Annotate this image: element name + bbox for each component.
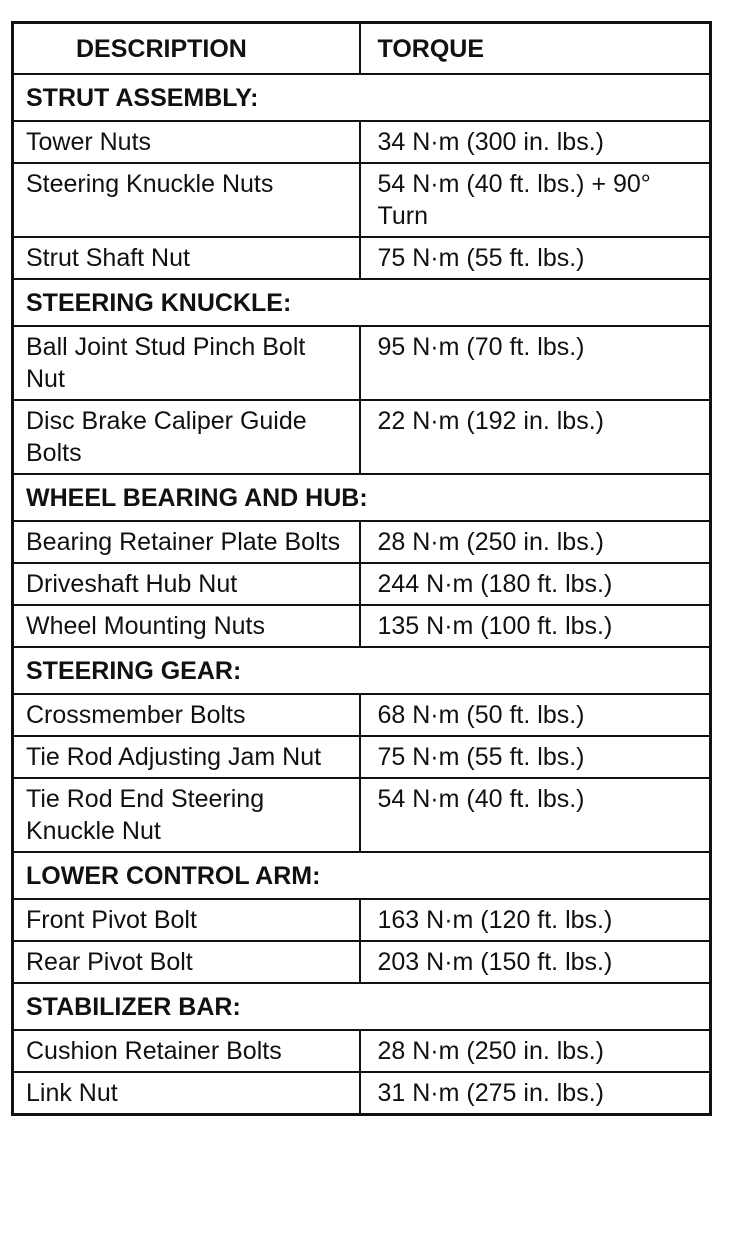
- header-row: [13, 23, 711, 75]
- description-cell: Front Pivot Bolt: [13, 899, 360, 941]
- torque-cell: 95 N·m (70 ft. lbs.): [360, 326, 711, 400]
- table-row: [13, 778, 711, 852]
- section-title: STEERING KNUCKLE:: [13, 279, 711, 326]
- table-row: [13, 163, 711, 237]
- description-cell: Wheel Mounting Nuts: [13, 605, 360, 647]
- torque-cell: 244 N·m (180 ft. lbs.): [360, 563, 711, 605]
- table-row: [13, 121, 711, 163]
- table-row: [13, 1030, 711, 1072]
- section-row: [13, 647, 711, 694]
- torque-column-header: TORQUE: [360, 23, 711, 75]
- table-row: [13, 521, 711, 563]
- table-row: [13, 694, 711, 736]
- description-cell: Disc Brake Caliper Guide Bolts: [13, 400, 360, 474]
- torque-cell: 28 N·m (250 in. lbs.): [360, 521, 711, 563]
- torque-cell: 54 N·m (40 ft. lbs.): [360, 778, 711, 852]
- description-cell: Tie Rod End Steering Knuckle Nut: [13, 778, 360, 852]
- table-row: [13, 605, 711, 647]
- description-cell: Crossmember Bolts: [13, 694, 360, 736]
- torque-cell: 31 N·m (275 in. lbs.): [360, 1072, 711, 1115]
- section-title: STRUT ASSEMBLY:: [13, 74, 711, 121]
- torque-cell: 28 N·m (250 in. lbs.): [360, 1030, 711, 1072]
- table-row: [13, 326, 711, 400]
- section-row: [13, 983, 711, 1030]
- torque-spec-table: [11, 21, 712, 1116]
- section-title: WHEEL BEARING AND HUB:: [13, 474, 711, 521]
- description-cell: Tie Rod Adjusting Jam Nut: [13, 736, 360, 778]
- description-cell: Link Nut: [13, 1072, 360, 1115]
- description-cell: Ball Joint Stud Pinch Bolt Nut: [13, 326, 360, 400]
- table-row: [13, 1072, 711, 1115]
- torque-cell: 203 N·m (150 ft. lbs.): [360, 941, 711, 983]
- torque-cell: 34 N·m (300 in. lbs.): [360, 121, 711, 163]
- table-row: [13, 237, 711, 279]
- description-cell: Bearing Retainer Plate Bolts: [13, 521, 360, 563]
- section-row: [13, 474, 711, 521]
- table-row: [13, 400, 711, 474]
- description-cell: Rear Pivot Bolt: [13, 941, 360, 983]
- section-title: LOWER CONTROL ARM:: [13, 852, 711, 899]
- section-row: [13, 74, 711, 121]
- section-title: STEERING GEAR:: [13, 647, 711, 694]
- torque-cell: 75 N·m (55 ft. lbs.): [360, 237, 711, 279]
- description-cell: Tower Nuts: [13, 121, 360, 163]
- torque-cell: 54 N·m (40 ft. lbs.) + 90° Turn: [360, 163, 711, 237]
- description-column-header: DESCRIPTION: [13, 23, 360, 75]
- section-row: [13, 279, 711, 326]
- table-row: [13, 899, 711, 941]
- description-cell: Cushion Retainer Bolts: [13, 1030, 360, 1072]
- description-cell: Steering Knuckle Nuts: [13, 163, 360, 237]
- table-row: [13, 563, 711, 605]
- table-row: [13, 941, 711, 983]
- torque-cell: 75 N·m (55 ft. lbs.): [360, 736, 711, 778]
- torque-cell: 163 N·m (120 ft. lbs.): [360, 899, 711, 941]
- description-cell: Driveshaft Hub Nut: [13, 563, 360, 605]
- table-row: [13, 736, 711, 778]
- section-row: [13, 852, 711, 899]
- section-title: STABILIZER BAR:: [13, 983, 711, 1030]
- torque-cell: 22 N·m (192 in. lbs.): [360, 400, 711, 474]
- torque-cell: 68 N·m (50 ft. lbs.): [360, 694, 711, 736]
- description-cell: Strut Shaft Nut: [13, 237, 360, 279]
- torque-cell: 135 N·m (100 ft. lbs.): [360, 605, 711, 647]
